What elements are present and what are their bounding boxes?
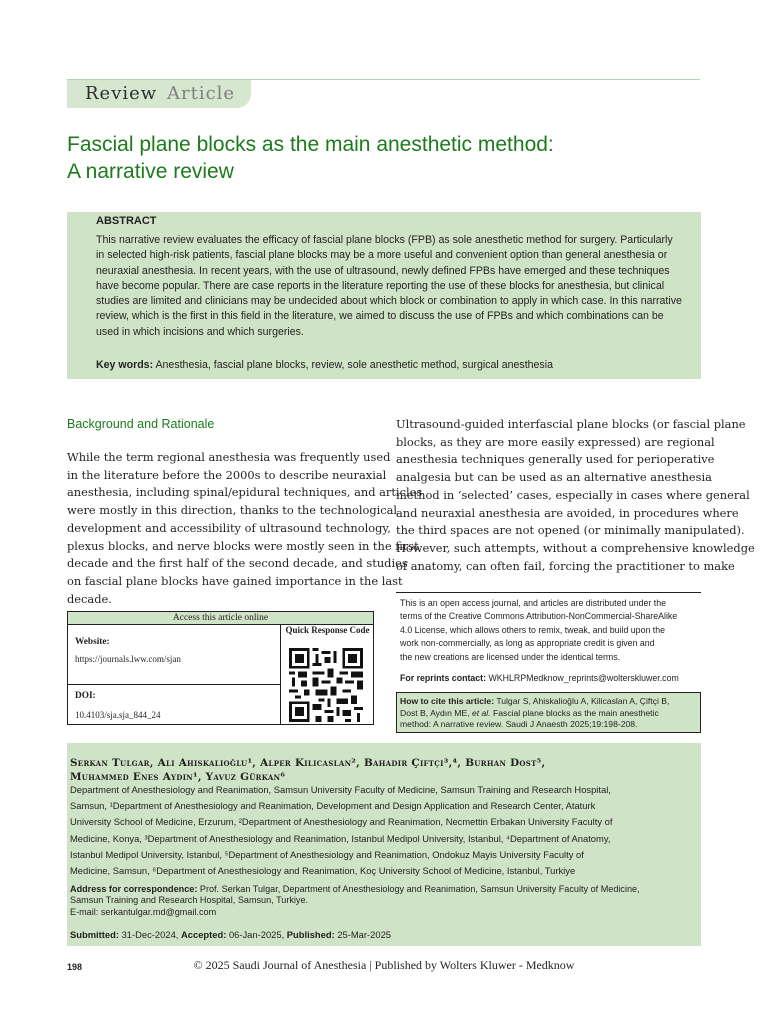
section-heading: Background and Rationale [67,417,215,431]
body-line: blocks, as they are more easily expressed) are regional [396,434,715,449]
article-type-word2: Article [167,83,236,104]
body-line: decade and the first half of the second decade, and studies [67,556,408,571]
body-line: development and accessibility of ultrasound technology, [67,520,391,535]
affiliation-line: University School of Medicine, Erzurum, ²Department of Anesthesiology and Reanimation, Necmettin Erbakan University Faculty of [70,816,613,828]
abstract-line: studies are limited and clinicians may be undecided about which block or combination to apply in which case. In this narrative [96,295,682,308]
body-line: in the literature before the 2000s to describe neuraxial [67,467,387,482]
license-line: the new creations are licensed under the identical terms. [400,651,621,662]
cite-line: Fascial plane blocks as the main anesthetic [493,707,659,718]
abstract-line: have become popular. There are case reports in the literature reporting the use of these blocks for anesthesia, but clinical [96,279,665,292]
correspondence-address [70,884,700,918]
published-date: 25-Mar-2025 [337,929,392,940]
body-line: method in ‘selected’ cases, especially in cases where general [396,487,750,502]
address-line: Samsun Training and Research Hospital, Samsun, Turkiye. [70,895,309,906]
access-heading: Access this article online [68,612,373,624]
qr-heading: Quick Response Code [285,625,370,635]
body-line: analgesia but can be used as an alternative anesthesia [396,470,712,485]
right-column-text [396,416,755,575]
page-number: 198 [67,962,83,972]
cite-line: Dost B, Aydın ME, [400,707,470,718]
doi-value[interactable]: 10.4103/sja.sja_844_24 [75,710,161,720]
title-line: A narrative review [67,160,234,183]
address-line: Prof. Serkan Tulgar, Department of Anesthesiology and Reanimation, Samsun University Faculty of Medicine, [199,884,640,894]
cite-label: How to cite this article: [400,696,495,706]
article-dates [70,929,391,940]
footer-text: © 2025 Saudi Journal of Anesthesia | Published by Wolters Kluwer - Medknow [193,958,575,972]
keywords-label: Key words: [96,359,154,371]
cite-line: method: A narrative review. Saudi J Anaesth 2025;19:198-208. [400,719,638,730]
keywords-text: Anesthesia, fascial plane blocks, review, sole anesthetic method, surgical anesthesia [155,359,553,371]
reprints-contact [400,673,679,683]
affiliation-line: Medicine, Konya, ³Department of Anesthesiology and Reanimation, Istanbul Medipol University, Istanbul, ⁴Department of Anatomy, [70,832,611,844]
address-label: Address for correspondence: [70,884,198,894]
author-list [70,756,700,784]
body-line: However, such attempts, without a comprehensive knowledge [396,540,755,555]
left-column-text [67,449,423,608]
doi-label: DOI: [75,691,96,701]
license-line: work non-commercially, as long as appropriate credit is given and [400,638,655,649]
body-line: anesthesia, including spinal/epidural techniques, and articles [67,485,423,500]
body-line: on fascial plane blocks have gained importance in the last [67,573,403,588]
article-type-word1: Review [85,83,158,104]
cite-etal: et al. [471,707,491,718]
body-line: anesthesia techniques generally used for perioperative [396,452,715,467]
divider [280,624,281,725]
license-line: terms of the Creative Commons Attribution-NonCommercial-ShareAlike [400,611,678,622]
author-line: Muhammed Enes Aydin¹, Yavuz Gürkan⁶ [70,771,286,783]
email[interactable]: E-mail: serkantulgar.md@gmail.com [70,906,217,917]
license-line: 4.0 License, which allows others to remix, tweak, and build upon the [400,624,666,635]
abstract-line: in selected high-risk patients, fascial plane blocks may be a more useful and convenient option than general anesthesia or [96,249,668,262]
abstract-text [96,233,684,340]
body-line: were mostly in this direction, thanks to the technological [67,503,398,518]
body-line: the third spaces are not opened (or minimally manipulated). [396,523,745,538]
article-type-tab [67,80,251,108]
website-label: Website: [75,637,110,647]
abstract-line: neuraxial anesthesia. In recent years, with the use of ultrasound, newly defined FPBs have emerged and these techniques [96,264,670,277]
affiliation-line: Istanbul Medipol University, Istanbul, ⁵Department of Anesthesiology and Reanimation, Ondokuz Mayis University Faculty of [70,848,584,860]
license-text [400,597,700,664]
keywords [96,359,553,371]
abstract-line: This narrative review evaluates the efficacy of fascial plane blocks (FPB) as sole anesthetic method for surgery. Particularly [96,234,673,246]
license-line: This is an open access journal, and articles are distributed under the [400,598,667,608]
abstract-heading: ABSTRACT [96,215,157,227]
abstract-line: review, which is the first in this field in the literature, we aimed to discuss the use of FPBs and which combinations can be [96,310,664,323]
affiliation-line: Medicine, Samsun, ⁶Department of Anesthesiology and Reanimation, Koç University School of Medicine, Istanbul, Turkiye [70,865,576,877]
affiliations [70,782,700,879]
published-label: Published: [286,929,335,940]
accepted-label: Accepted: [181,929,227,940]
affiliation-line: Samsun, ¹Department of Anesthesiology and Reanimation, Development and Design Application and Research Center, Ataturk [70,800,596,812]
cite-line: Tulgar S, Ahiskalioğlu A, Kilicaslan A, Çiftçi B, [496,696,670,706]
qr-code[interactable] [289,648,363,722]
website-link[interactable]: https://journals.lww.com/sjan [75,654,181,664]
submitted-label: Submitted: [70,929,119,940]
body-line: plexus blocks, and nerve blocks were mostly seen in the first [67,538,419,553]
cite-text [400,696,698,731]
title-line: Fascial plane blocks as the main anesthetic method: [67,133,554,156]
body-line: While the term regional anesthesia was frequently used [67,450,391,464]
accepted-date: 06-Jan-2025, [228,929,285,940]
divider [67,684,280,685]
author-line: Serkan Tulgar, Ali Ahiskalioğlu¹, Alper Kilicaslan², Bahadir Çiftçi³,⁴, Burhan Dost⁵, [70,757,546,769]
body-line: of anatomy, can often fail, forcing the practitioner to make [396,558,735,573]
reprints-email[interactable]: WKHLRPMedknow_reprints@wolterskluwer.com [488,673,679,683]
body-line: decade. [67,591,112,606]
body-line: Ultrasound-guided interfascial plane blocks (or fascial plane [396,417,746,431]
article-title [67,131,707,185]
reprints-label: For reprints contact: [400,673,487,683]
submitted-date: 31-Dec-2024, [121,929,179,940]
body-line: and neuraxial anesthesia are avoided, in procedures where [396,505,739,520]
abstract-line: used in which incisions and which surgeries. [96,325,304,338]
affiliation-line: Department of Anesthesiology and Reanimation, Samsun University Faculty of Medicine, Samsun Training and Research Hospital, [70,784,611,795]
